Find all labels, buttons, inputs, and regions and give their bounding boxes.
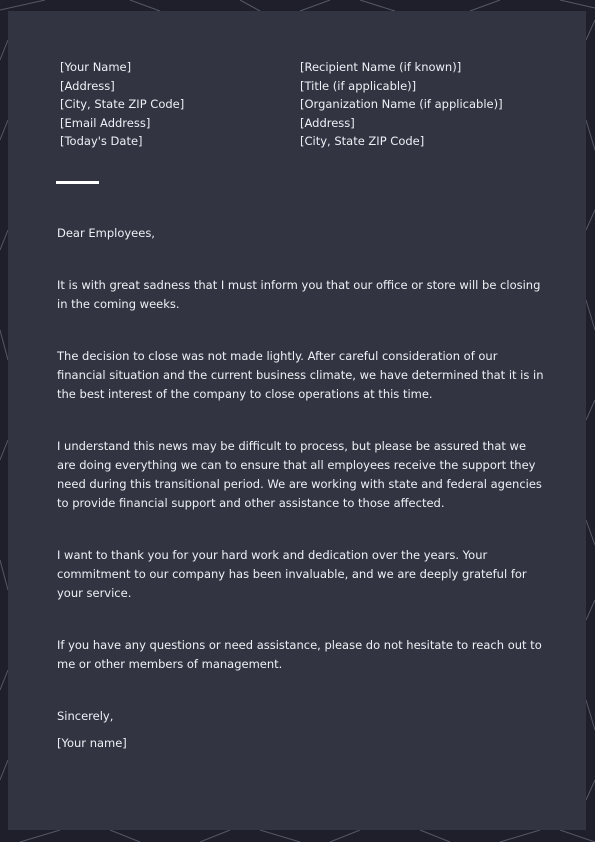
paragraph: It is with great sadness that I must inform you that our office or store will be closing in the coming weeks. (57, 278, 541, 311)
signature: [Your name] (57, 736, 127, 750)
sender-address: [Address] (60, 78, 115, 93)
header-divider (56, 181, 99, 184)
letter-date: [Today's Date] (60, 134, 143, 149)
paragraph: I understand this news may be difficult to process, but please be assured that we are doing everything we can to ensure that all employees receive the support they need during this transitional period. We are working with state and federal agencies to provide financial support and other assistance to those affected. (57, 439, 542, 510)
recipient-title: [Title (if applicable)] (300, 78, 417, 93)
recipient-address: [Address] (300, 115, 355, 130)
sender-email: [Email Address] (60, 115, 151, 130)
salutation: Dear Employees, (57, 226, 155, 240)
sender-block (60, 58, 184, 151)
letter-body (57, 224, 547, 753)
recipient-city: [City, State ZIP Code] (300, 134, 425, 149)
paragraph: If you have any questions or need assistance, please do not hesitate to reach out to me or other members of management. (57, 638, 542, 671)
paragraph: The decision to close was not made lightly. After careful consideration of our financial situation and the current business climate, we have determined that it is in the best interest of the company to close operations at this time. (57, 349, 544, 401)
sender-city: [City, State ZIP Code] (60, 97, 185, 112)
paragraph: I want to thank you for your hard work and dedication over the years. Your commitment to our company has been invaluable, and we are deeply grateful for your service. (57, 548, 527, 600)
sender-name: [Your Name] (60, 60, 132, 74)
recipient-organization: [Organization Name (if applicable)] (300, 97, 503, 112)
letter-page (8, 11, 586, 830)
recipient-block (300, 58, 503, 151)
closing: Sincerely, (57, 709, 114, 723)
recipient-name: [Recipient Name (if known)] (300, 60, 462, 74)
